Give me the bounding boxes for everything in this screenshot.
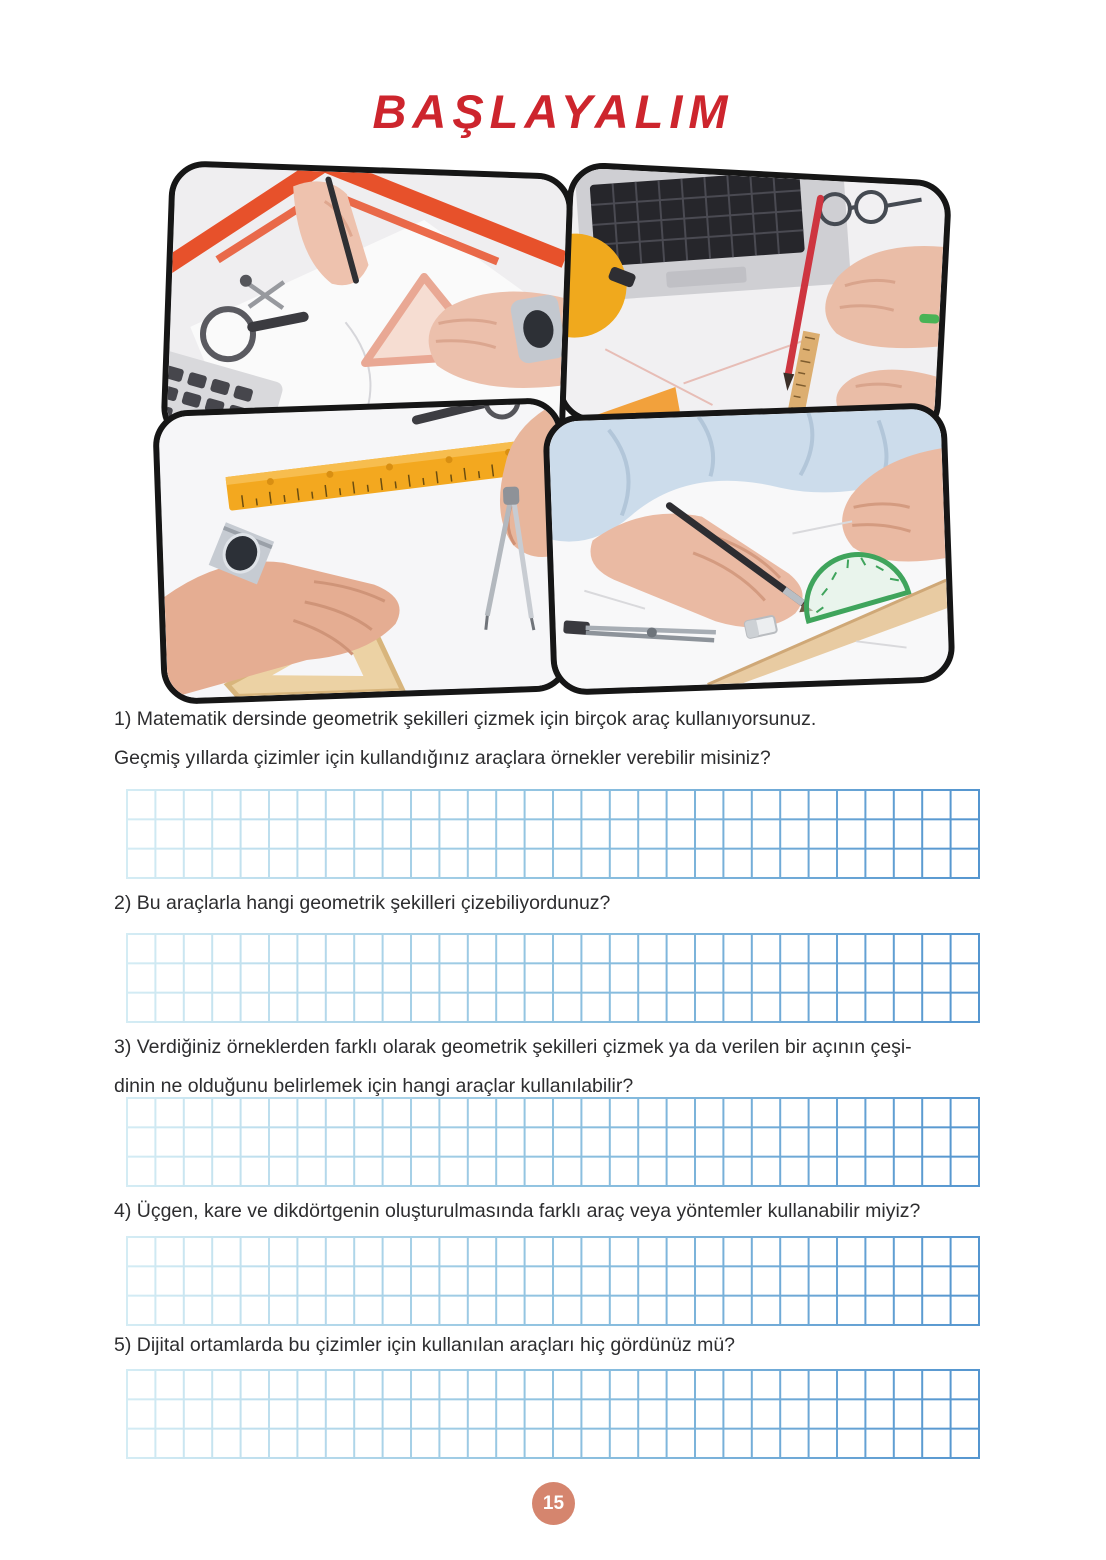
answer-grid-3[interactable] bbox=[126, 1097, 980, 1187]
question-3-line-2: dinin ne olduğunu belirlemek için hangi araçlar kullanılabilir? bbox=[114, 1075, 634, 1097]
question-2-line-1: 2) Bu araçlarla hangi geometrik şekilleri çizebiliyordunuz? bbox=[114, 892, 611, 914]
photo-protractor-pencil bbox=[542, 402, 956, 696]
answer-grid-4[interactable] bbox=[126, 1236, 980, 1326]
page-number-badge bbox=[532, 1482, 575, 1525]
photo-protractor-pencil-illustration bbox=[548, 408, 949, 690]
photo-laptop-red-pencil bbox=[555, 161, 952, 441]
page-number: 15 bbox=[542, 1492, 565, 1514]
photo-laptop-red-pencil-illustration bbox=[562, 167, 946, 434]
question-3 bbox=[114, 1028, 912, 1106]
question-5 bbox=[114, 1326, 735, 1365]
question-1 bbox=[114, 700, 816, 778]
answer-grid-2[interactable] bbox=[126, 933, 980, 1023]
question-2 bbox=[114, 884, 610, 923]
answer-grid-1[interactable] bbox=[126, 789, 980, 879]
page-title: BAŞLAYALIM bbox=[372, 85, 734, 138]
question-5-line-1: 5) Dijital ortamlarda bu çizimler için kullanılan araçları hiç gördünüz mü? bbox=[114, 1334, 736, 1356]
answer-grid-5[interactable] bbox=[126, 1369, 980, 1459]
question-1-line-2: Geçmiş yıllarda çizimler için kullandığınız araçlara örnekler verebilir misiniz? bbox=[114, 747, 771, 769]
question-4-line-1: 4) Üçgen, kare ve dikdörtgenin oluşturulmasında farklı araç veya yöntemler kullanabilir miyiz? bbox=[114, 1200, 921, 1222]
question-4 bbox=[114, 1192, 920, 1231]
question-1-line-1: 1) Matematik dersinde geometrik şekilleri çizmek için birçok araç kullanıyorsunuz. bbox=[114, 708, 817, 730]
photo-yellow-ruler-compass-illustration bbox=[158, 403, 566, 699]
question-3-line-1: 3) Verdiğiniz örneklerden farklı olarak geometrik şekilleri çizmek ya da verilen bir açının çeşi- bbox=[114, 1036, 912, 1058]
photo-yellow-ruler-compass bbox=[152, 397, 572, 705]
